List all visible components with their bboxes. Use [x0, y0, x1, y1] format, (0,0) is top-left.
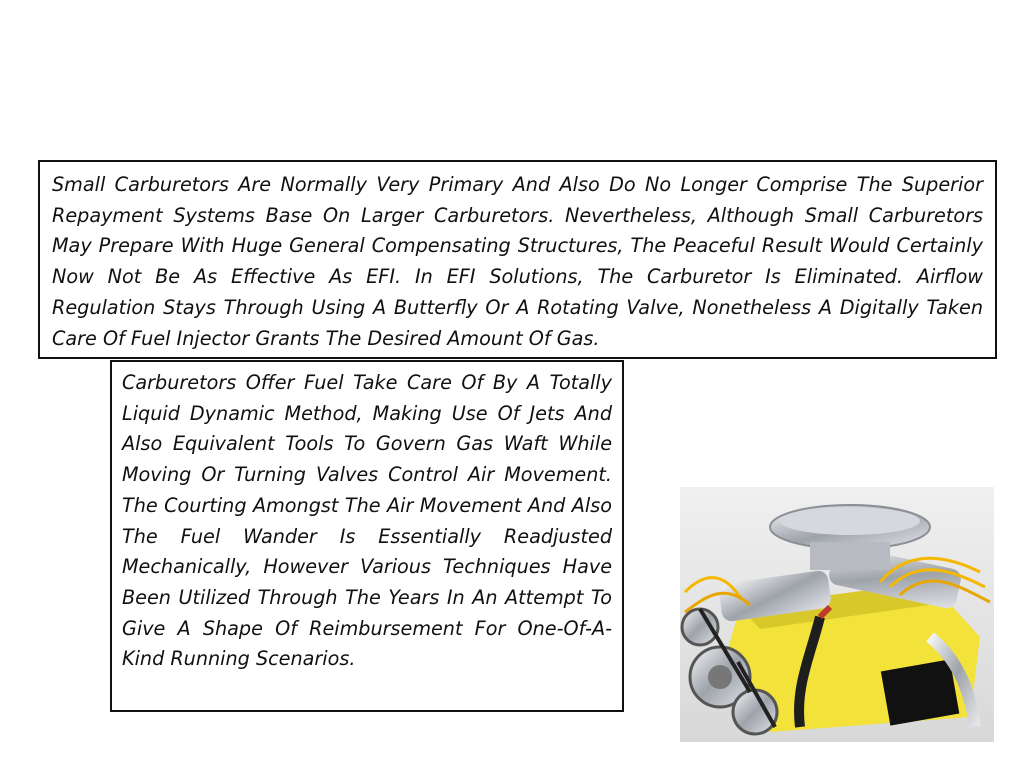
- engine-illustration: [680, 487, 994, 742]
- top-paragraph: Small Carburetors Are Normally Very Primary And Also Do No Longer Comprise The Superior Repayment Systems Base On Larger Carburetors. Nevertheless, Although Small Carburetors May Prepare With Huge General Compensating Structures, The Peaceful Result Would Certainly Now Not Be As Effective As EFI. In EFI Solutions, The Carburetor Is Eliminated. Airflow Regulation Stays Through Using A Butterfly Or A Rotating Valve, Nonetheless A Digitally Taken Care Of Fuel Injector Grants The Desired Amount Of Gas.: [52, 173, 983, 350]
- top-text-box: [38, 160, 997, 359]
- left-text-box: [110, 360, 624, 712]
- left-paragraph: Carburetors Offer Fuel Take Care Of By A Totally Liquid Dynamic Method, Making Use Of Jets And Also Equivalent Tools To Govern Gas Waft While Moving Or Turning Valves Control Air Movement. The Courting Amongst The Air Movement And Also The Fuel Wander Is Essentially Readjusted Mechanically, However Various Techniques Have Been Utilized Through The Years In An Attempt To Give A Shape Of Reimbursement For One-Of-A-Kind Running Scenarios.: [122, 371, 612, 671]
- engine-photo: [680, 487, 994, 742]
